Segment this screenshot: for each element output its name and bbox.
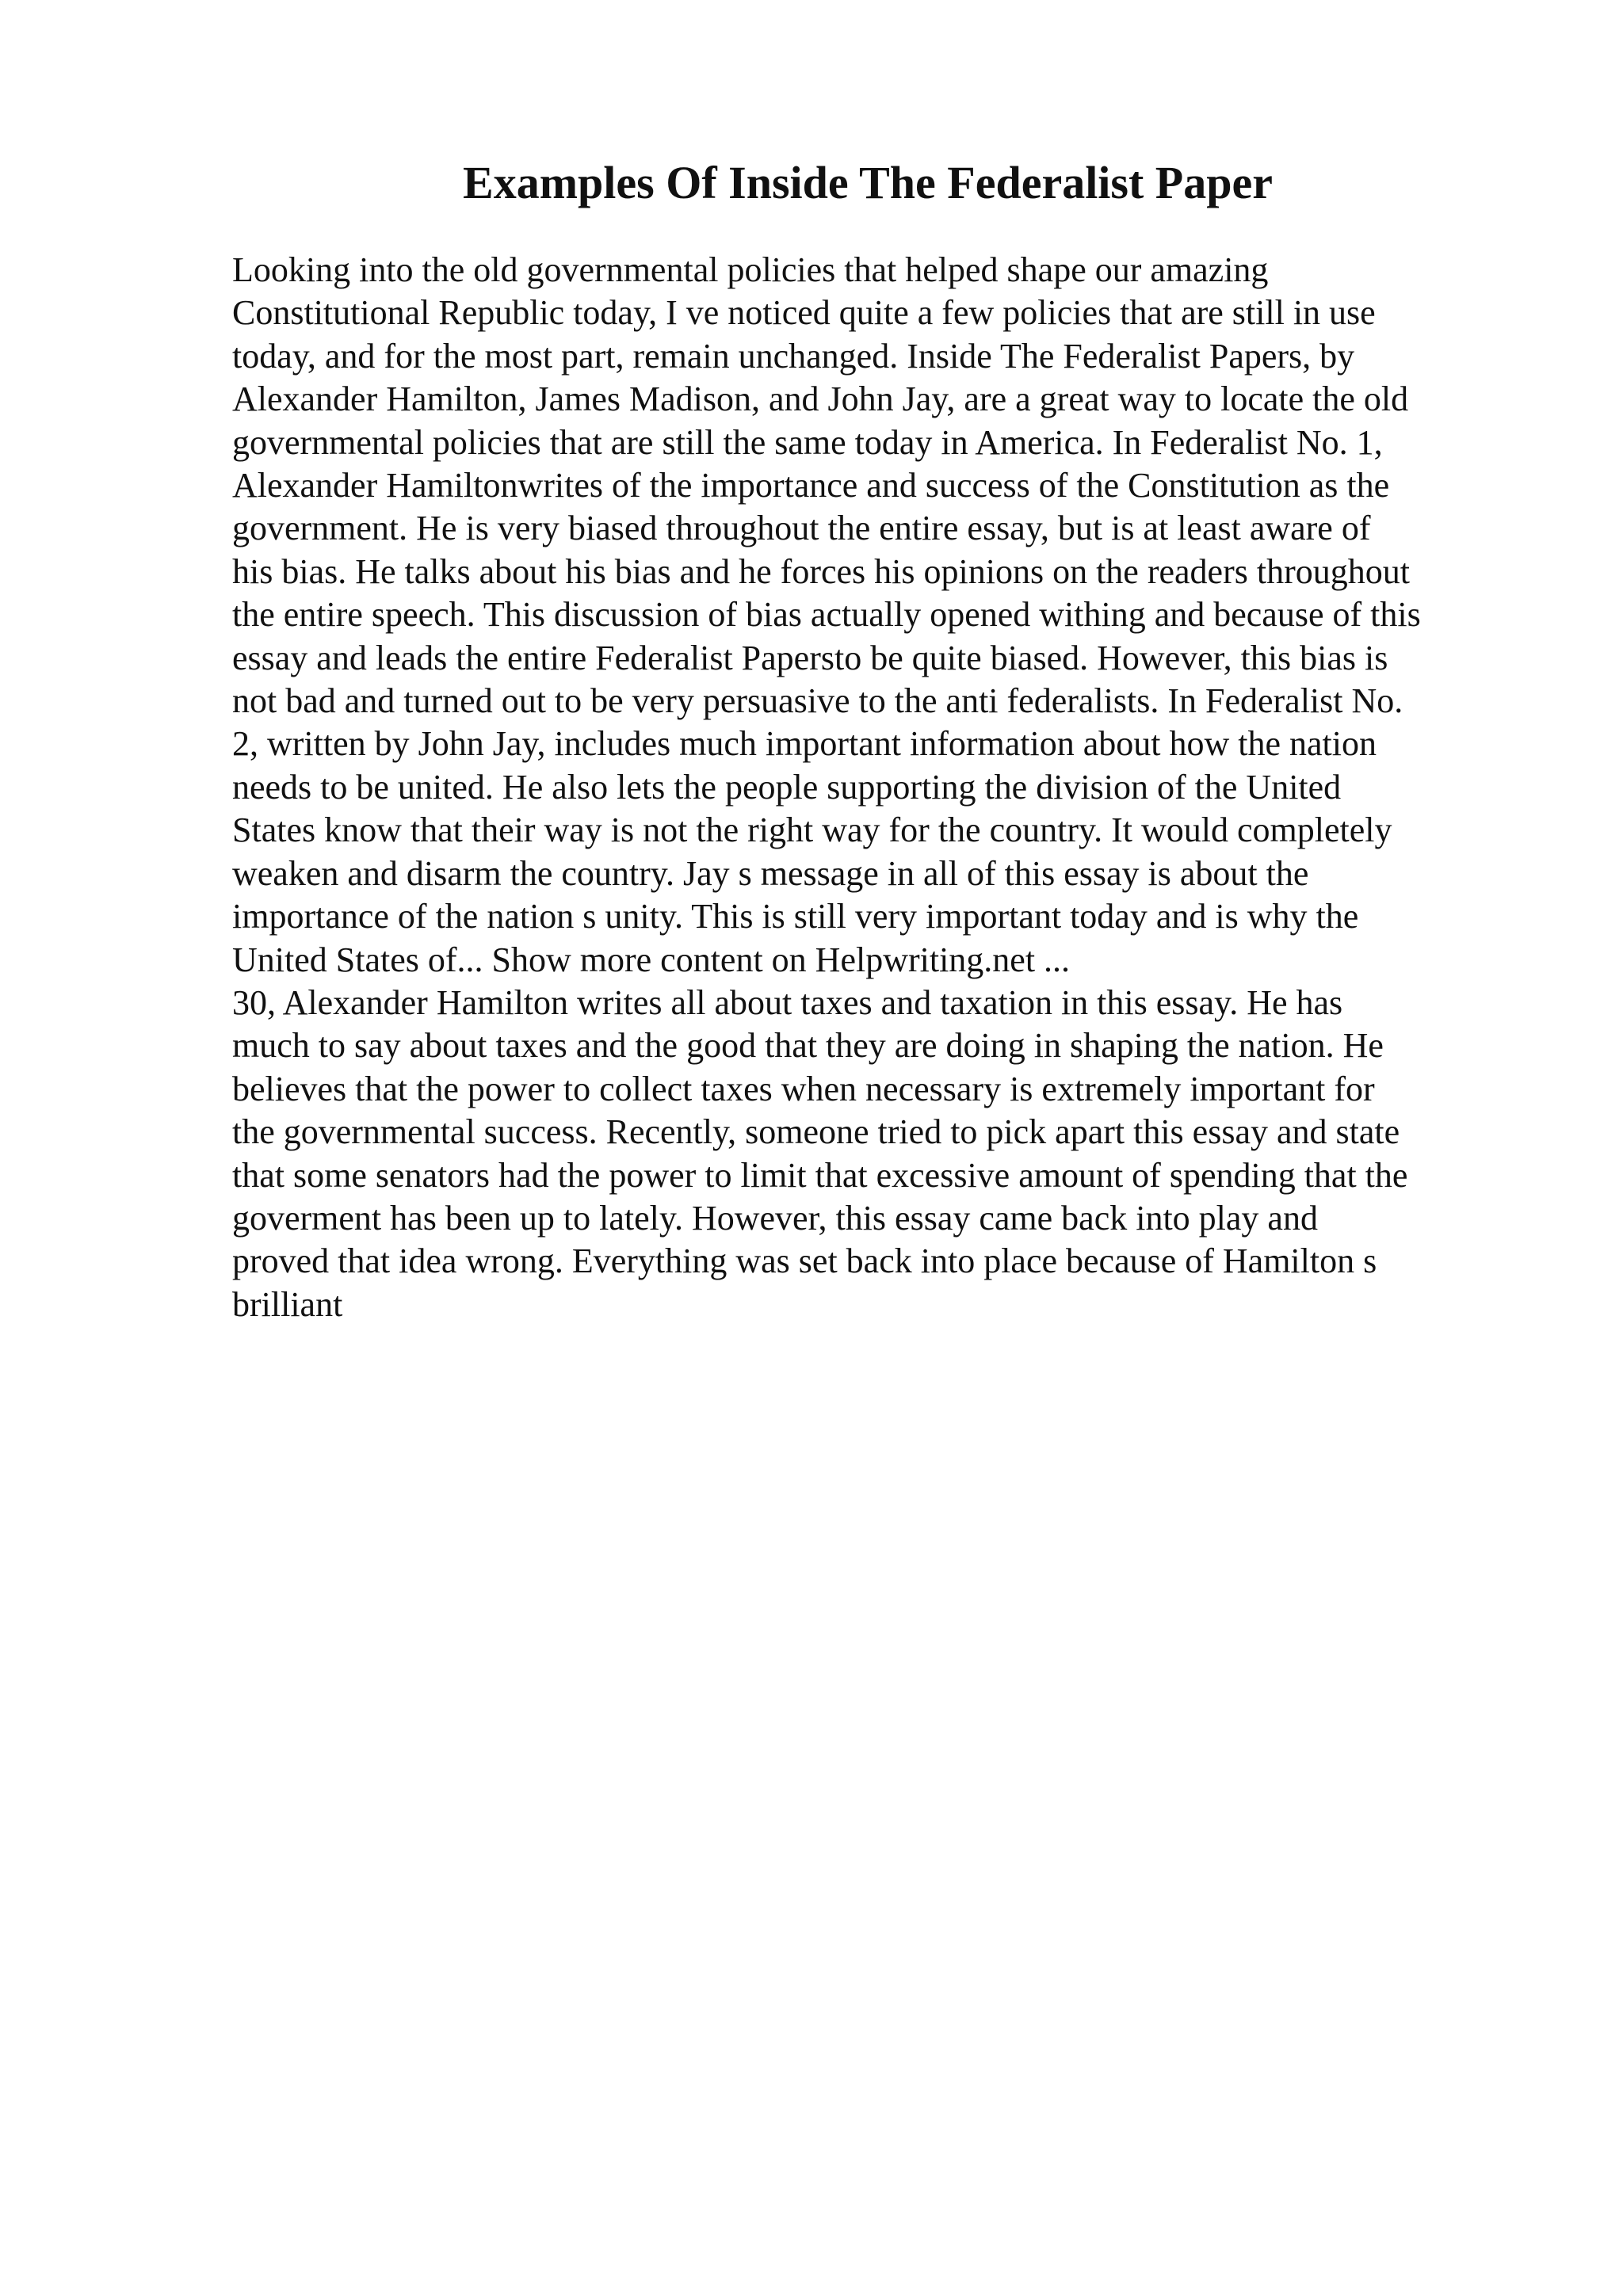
body-line: government. He is very biased throughout the entire essay, but is at least aware of	[232, 509, 1371, 548]
body-line: his bias. He talks about his bias and he forces his opinions on the readers throughout	[232, 551, 1410, 591]
body-line: 2, written by John Jay, includes much important information about how the nation	[232, 724, 1377, 764]
body-line: essay and leads the entire Federalist Papersto be quite biased. However, this bias is	[232, 638, 1388, 677]
body-line: the entire speech. This discussion of bias actually opened withing and because of this	[232, 595, 1421, 635]
body-line: brilliant	[232, 1284, 343, 1324]
body-line: Alexander Hamiltonwrites of the importance and success of the Constitution as the	[232, 466, 1390, 505]
body-line: goverment has been up to lately. However, this essay came back into play and	[232, 1198, 1318, 1238]
body-line: importance of the nation s unity. This is still very important today and is why the	[232, 897, 1359, 936]
body-line: not bad and turned out to be very persuasive to the anti federalists. In Federalist No.	[232, 681, 1403, 721]
body-line: Looking into the old governmental policies that helped shape our amazing	[232, 250, 1269, 289]
body-line: governmental policies that are still the same today in America. In Federalist No. 1,	[232, 422, 1383, 462]
body-line: 30, Alexander Hamilton writes all about taxes and taxation in this essay. He has	[232, 982, 1343, 1022]
body-line: that some senators had the power to limit that excessive amount of spending that the	[232, 1155, 1408, 1195]
document-body	[232, 249, 1500, 1326]
body-line: needs to be united. He also lets the people supporting the division of the United	[232, 767, 1342, 807]
body-line: United States of... Show more content on Helpwriting.net ...	[232, 940, 1071, 979]
body-line: today, and for the most part, remain unchanged. Inside The Federalist Papers, by	[232, 336, 1355, 376]
body-line: believes that the power to collect taxes when necessary is extremely important for	[232, 1069, 1375, 1108]
body-line: Alexander Hamilton, James Madison, and John Jay, are a great way to locate the old	[232, 379, 1409, 419]
body-line: States know that their way is not the right way for the country. It would completely	[232, 810, 1392, 850]
body-line: Constitutional Republic today, I ve noticed quite a few policies that are still in use	[232, 293, 1376, 333]
body-line: much to say about taxes and the good that they are doing in shaping the nation. He	[232, 1026, 1384, 1066]
body-line: the governmental success. Recently, someone tried to pick apart this essay and state	[232, 1112, 1400, 1152]
document-title: Examples Of Inside The Federalist Paper	[463, 157, 1273, 208]
body-line: weaken and disarm the country. Jay s message in all of this essay is about the	[232, 853, 1309, 893]
body-line: proved that idea wrong. Everything was set back into place because of Hamilton s	[232, 1241, 1377, 1281]
